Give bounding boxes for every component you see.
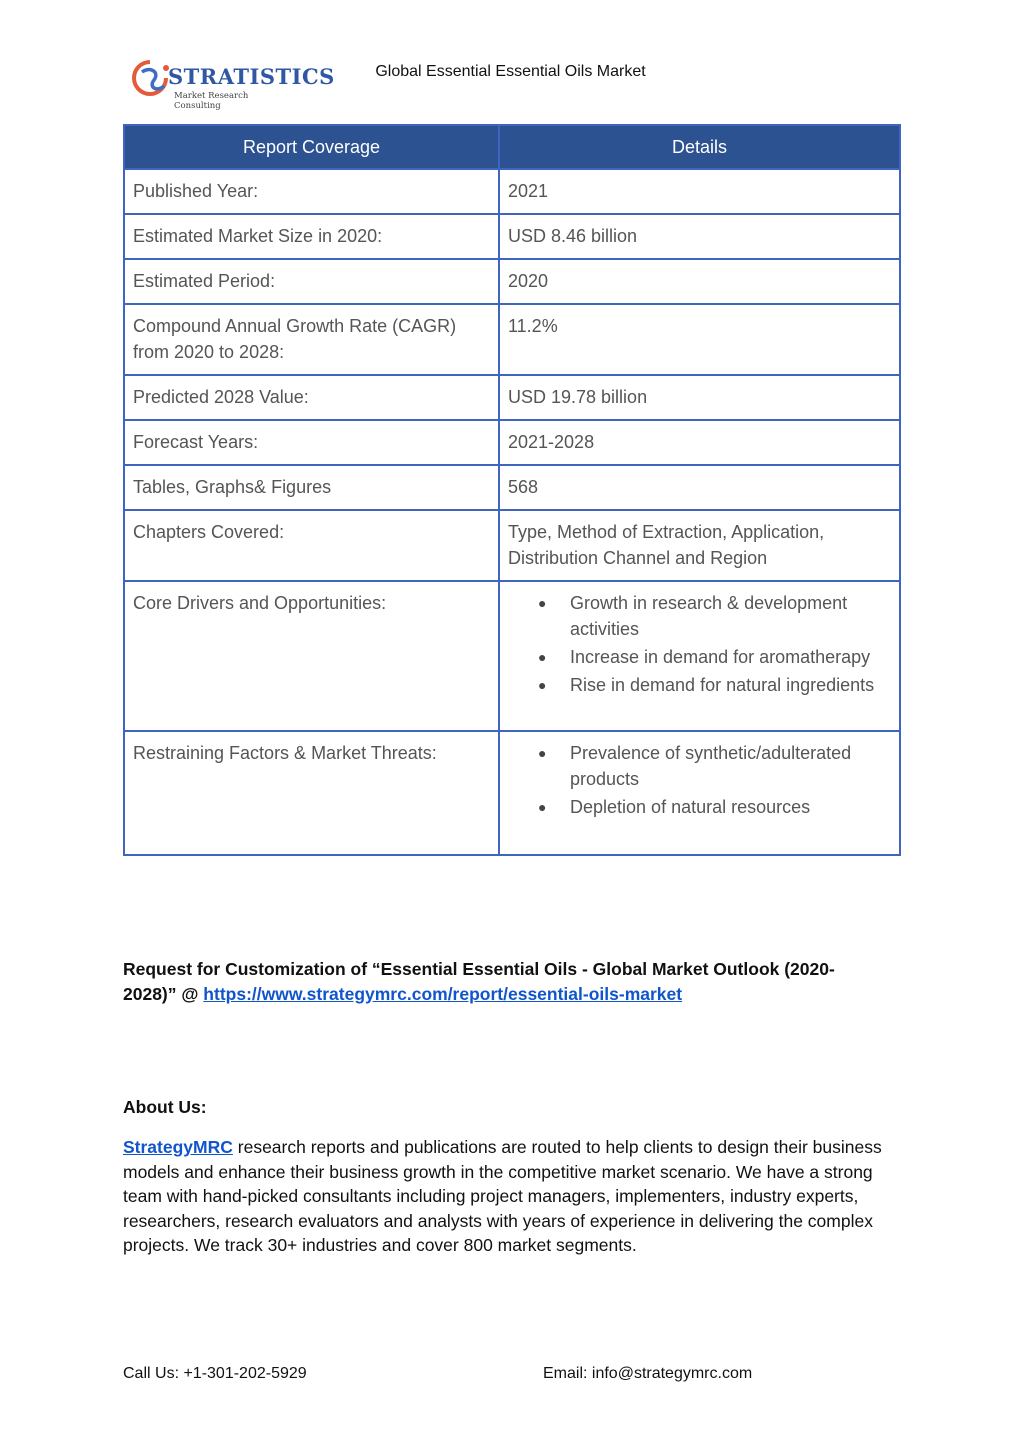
row-label: Estimated Period: <box>124 259 499 304</box>
list-item: ● Depletion of natural resources <box>538 794 891 820</box>
row-value: 568 <box>499 465 900 510</box>
table-row <box>124 510 900 581</box>
table-row <box>124 259 900 304</box>
table-row <box>124 465 900 510</box>
row-label: Tables, Graphs& Figures <box>124 465 499 510</box>
row-label: Estimated Market Size in 2020: <box>124 214 499 259</box>
header-report-coverage: Report Coverage <box>124 125 499 169</box>
row-value: 2020 <box>499 259 900 304</box>
table-row <box>124 214 900 259</box>
list-item: ● Rise in demand for natural ingredients <box>538 672 891 698</box>
table-row-threats <box>124 731 900 855</box>
row-label: Core Drivers and Opportunities: <box>124 581 499 731</box>
table-header-row <box>124 125 900 169</box>
row-label: Compound Annual Growth Rate (CAGR) from 2020 to 2028: <box>124 304 499 375</box>
row-value-list <box>499 731 900 855</box>
about-body: research reports and publications are routed to help clients to design their business models and enhance their business growth in the competitive market scenario. We have a strong team with hand-picked consultants including project managers, implementers, industry experts, researchers, research evaluators and analysts with years of experience in delivering the complex projects. We track 30+ industries and cover 800 market segments. <box>123 1137 882 1256</box>
row-value: USD 19.78 billion <box>499 375 900 420</box>
row-label: Forecast Years: <box>124 420 499 465</box>
row-value: 11.2% <box>499 304 900 375</box>
list-item: ● Prevalence of synthetic/adulterated products <box>538 740 891 792</box>
table-row <box>124 169 900 214</box>
drivers-list <box>508 590 891 698</box>
row-value: Type, Method of Extraction, Application, Distribution Channel and Region <box>499 510 900 581</box>
row-label: Predicted 2028 Value: <box>124 375 499 420</box>
strategymrc-link[interactable]: StrategyMRC <box>123 1137 233 1157</box>
row-value: 2021-2028 <box>499 420 900 465</box>
list-item: ● Increase in demand for aromatherapy <box>538 644 891 670</box>
table-row-drivers <box>124 581 900 731</box>
logo-brand-text: STRATISTICS <box>168 64 335 89</box>
table-row <box>124 420 900 465</box>
row-label: Published Year: <box>124 169 499 214</box>
footer-email: Email: info@strategymrc.com <box>543 1365 753 1382</box>
about-paragraph <box>123 1135 913 1258</box>
list-item: ● Growth in research & development activities <box>538 590 891 642</box>
footer-phone: Call Us: +1-301-202-5929 <box>123 1365 307 1382</box>
request-text: Request for Customization of “Essential Essential Oils - Global Market Outlook (2020-2028)” @ <box>123 959 835 1004</box>
row-value: USD 8.46 billion <box>499 214 900 259</box>
header-details: Details <box>499 125 900 169</box>
table-row <box>124 304 900 375</box>
row-value-list <box>499 581 900 731</box>
about-heading: About Us: <box>123 1097 207 1117</box>
report-coverage-table <box>123 124 901 856</box>
report-link[interactable]: https://www.strategymrc.com/report/essential-oils-market <box>203 984 683 1004</box>
document-title: Global Essential Essential Oils Market <box>375 63 646 80</box>
row-value: 2021 <box>499 169 900 214</box>
logo-tagline: Market Research Consulting <box>174 91 249 111</box>
row-label: Restraining Factors & Market Threats: <box>124 731 499 855</box>
threats-list <box>508 740 891 820</box>
row-label: Chapters Covered: <box>124 510 499 581</box>
table-row <box>124 375 900 420</box>
customization-request <box>123 957 843 1007</box>
